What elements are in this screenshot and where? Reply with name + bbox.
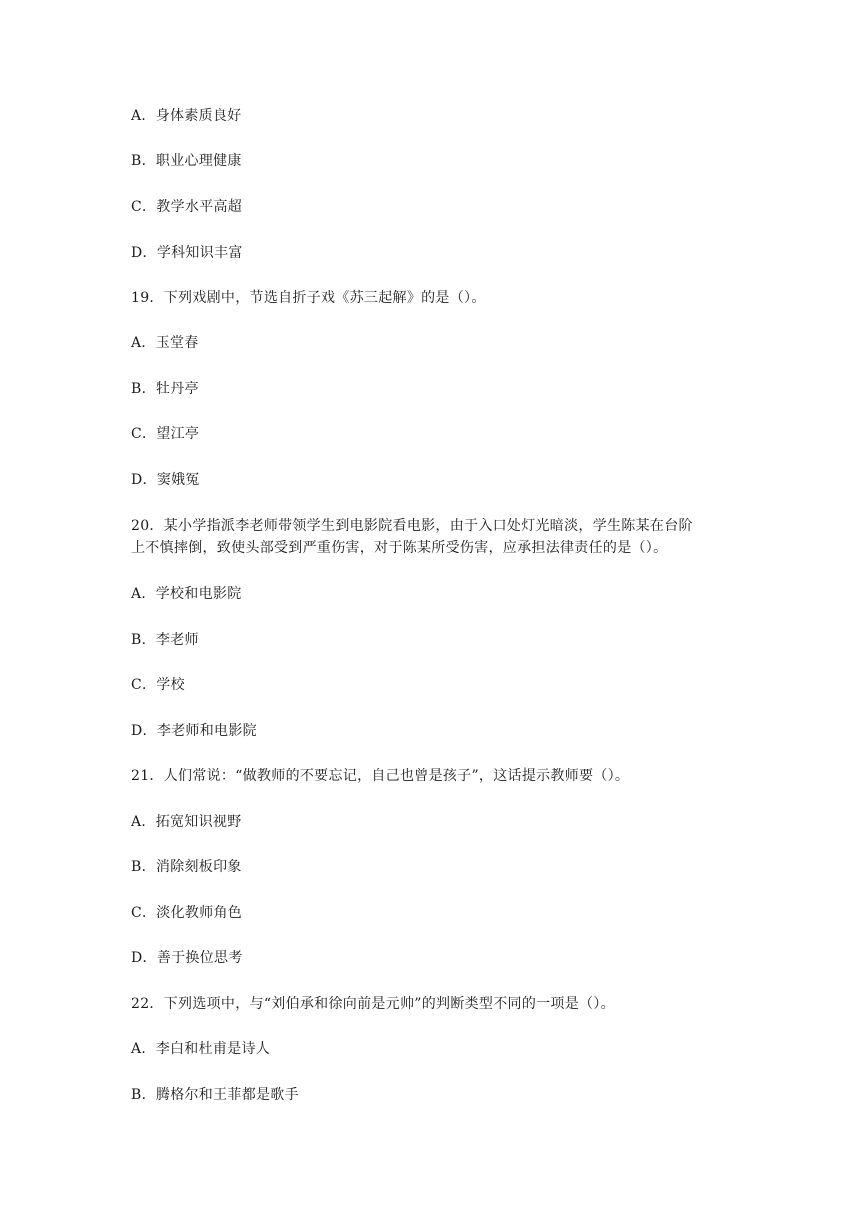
- q20-option-a: A．学校和电影院: [131, 586, 242, 602]
- q20-option-d: D．李老师和电影院: [131, 723, 257, 739]
- q22-option-a: A．李白和杜甫是诗人: [131, 1041, 271, 1057]
- q21-option-d: D．善于换位思考: [131, 950, 243, 966]
- q19-option-c: C．望江亭: [131, 426, 200, 442]
- q18-option-a: A．身体素质良好: [131, 108, 242, 124]
- q18-option-b: B．职业心理健康: [131, 153, 242, 169]
- q21-option-b: B．消除刻板印象: [131, 859, 242, 875]
- q18-option-c: C．教学水平高超: [131, 199, 243, 215]
- q18-option-d: D．学科知识丰富: [131, 245, 243, 261]
- q19-stem: 19．下列戏剧中，节选自折子戏《苏三起解》的是（）。: [131, 290, 486, 306]
- q20-stem-line-2: 上不慎摔倒，致使头部受到严重伤害，对于陈某所受伤害，应承担法律责任的是（）。: [131, 540, 668, 556]
- q22-option-b: B．腾格尔和王菲都是歌手: [131, 1087, 299, 1103]
- q19-option-a: A．玉堂春: [131, 335, 199, 351]
- q20-option-c: C．学校: [131, 677, 185, 693]
- q20-option-b: B．李老师: [131, 632, 199, 648]
- q21-stem: 21．人们常说：“做教师的不要忘记，自己也曾是孩子”，这话提示教师要（）。: [131, 768, 630, 784]
- q21-option-a: A．拓宽知识视野: [131, 814, 242, 830]
- q19-option-d: D．窦娥冤: [131, 472, 200, 488]
- q19-option-b: B．牡丹亭: [131, 381, 199, 397]
- q22-stem: 22．下列选项中，与“刘伯承和徐向前是元帅”的判断类型不同的一项是（）。: [131, 996, 615, 1012]
- q21-option-c: C．淡化教师角色: [131, 905, 243, 921]
- q20-stem-line-1: 20．某小学指派李老师带领学生到电影院看电影，由于入口处灯光暗淡，学生陈某在台阶: [131, 518, 693, 534]
